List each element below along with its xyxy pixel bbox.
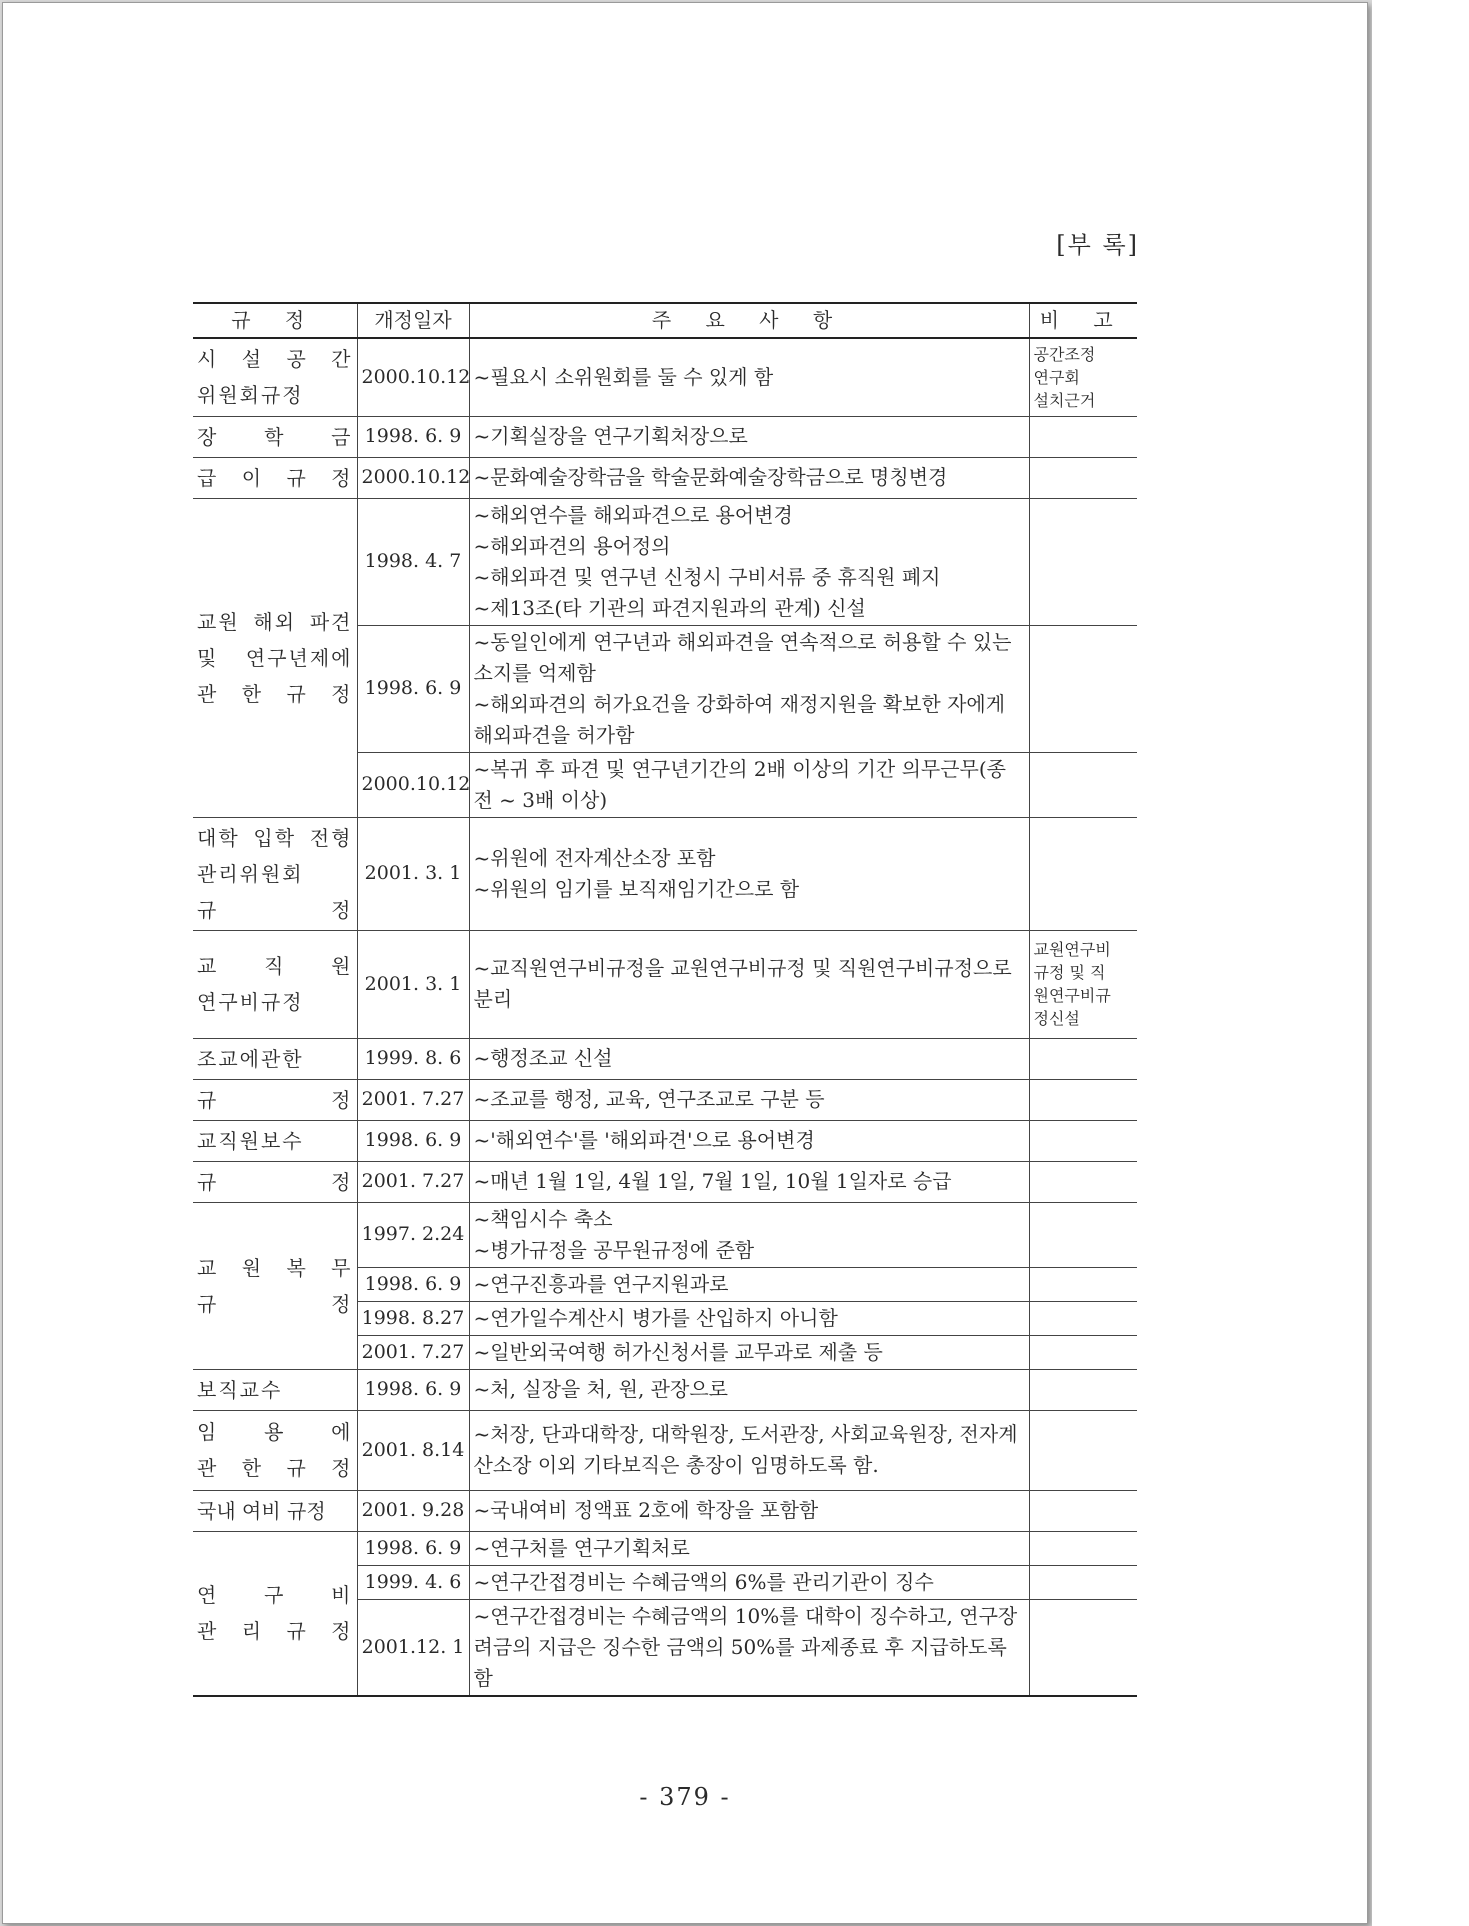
revision-content: ~일반외국여행 허가신청서를 교무과로 제출 등: [469, 1335, 1029, 1369]
remark: [1029, 416, 1137, 457]
revision-content: ~조교를 행정, 교육, 연구조교로 구분 등: [469, 1079, 1029, 1120]
revision-date: 1997. 2.24: [357, 1202, 469, 1267]
table-row: [193, 1369, 1137, 1410]
remark: [1029, 1079, 1137, 1120]
revision-content: ~동일인에게 연구년과 해외파견을 연속적으로 허용할 수 있는 소지를 억제함 ~해외파견의 허가요건을 강화하여 재정지원을 확보한 자에게 해외파견을 허가함: [469, 625, 1029, 752]
regulation-name: 규 정: [193, 1161, 357, 1202]
revision-content: ~국내여비 정액표 2호에 학장을 포함함: [469, 1490, 1029, 1531]
remark: [1029, 1599, 1137, 1696]
table-row: [193, 1490, 1137, 1531]
document-page: [2, 2, 1368, 1924]
revision-content: ~처, 실장을 처, 원, 관장으로: [469, 1369, 1029, 1410]
revision-content: ~매년 1월 1일, 4월 1일, 7월 1일, 10월 1일자로 승급: [469, 1161, 1029, 1202]
revision-content: ~교직원연구비규정을 교원연구비규정 및 직원연구비규정으로 분리: [469, 930, 1029, 1038]
remark: [1029, 1531, 1137, 1565]
page-number: - 379 -: [639, 1783, 731, 1811]
regulation-table: [193, 302, 1137, 1697]
viewer-margin: [1372, 0, 1469, 1926]
remark: [1029, 1038, 1137, 1079]
table-row: [193, 1410, 1137, 1490]
revision-content: ~연구진흥과를 연구지원과로: [469, 1267, 1029, 1301]
revision-date: 1999. 8. 6: [357, 1038, 469, 1079]
regulation-name: 교 직 원 연구비규정: [193, 930, 357, 1038]
header-regulation: 규 정: [193, 303, 357, 338]
remark: 공간조정 연구회 설치근거: [1029, 338, 1137, 416]
revision-content: ~연구간접경비는 수혜금액의 10%를 대학이 징수하고, 연구장려금의 지급은 징수한 금액의 50%를 과제종료 후 지급하도록 함: [469, 1599, 1029, 1696]
remark: [1029, 457, 1137, 498]
header-content: 주 요 사 항: [469, 303, 1029, 338]
regulation-name: 임 용 에 관 한 규 정: [193, 1410, 357, 1490]
regulation-name: 교직원보수: [193, 1120, 357, 1161]
table-row: [193, 930, 1137, 1038]
regulation-name: 보직교수: [193, 1369, 357, 1410]
revision-date: 1998. 6. 9: [357, 625, 469, 752]
revision-content: ~해외연수를 해외파견으로 용어변경 ~해외파견의 용어정의 ~해외파견 및 연구년 신청시 구비서류 중 휴직원 폐지 ~제13조(타 기관의 파견지원과의 관계) 신설: [469, 498, 1029, 625]
remark: [1029, 1565, 1137, 1599]
remark: [1029, 1490, 1137, 1531]
revision-date: 1998. 6. 9: [357, 1531, 469, 1565]
remark: [1029, 1202, 1137, 1267]
remark: [1029, 1161, 1137, 1202]
table-header-row: [193, 303, 1137, 338]
revision-content: ~책임시수 축소 ~병가규정을 공무원규정에 준함: [469, 1202, 1029, 1267]
revision-date: 1999. 4. 6: [357, 1565, 469, 1599]
remark: [1029, 498, 1137, 625]
header-note: 비 고: [1029, 303, 1137, 338]
revision-content: ~'해외연수'를 '해외파견'으로 용어변경: [469, 1120, 1029, 1161]
revision-content: ~복귀 후 파견 및 연구년기간의 2배 이상의 기간 의무근무(종전 ~ 3배 이상): [469, 752, 1029, 817]
revision-content: ~처장, 단과대학장, 대학원장, 도서관장, 사회교육원장, 전자계산소장 이외 기타보직은 총장이 임명하도록 함.: [469, 1410, 1029, 1490]
revision-date: 1998. 8.27: [357, 1301, 469, 1335]
remark: [1029, 625, 1137, 752]
regulation-name: 대학 입학 전형 관리위원회 규 정: [193, 817, 357, 930]
regulation-name: 장 학 금: [193, 416, 357, 457]
revision-date: 2001. 9.28: [357, 1490, 469, 1531]
revision-date: 1998. 6. 9: [357, 1369, 469, 1410]
revision-date: 2001. 7.27: [357, 1335, 469, 1369]
regulation-name: 국내 여비 규정: [193, 1490, 357, 1531]
regulation-name: 교원 해외 파견 및 연구년제에 관 한 규 정: [193, 498, 357, 817]
remark: [1029, 1120, 1137, 1161]
revision-content: ~필요시 소위원회를 둘 수 있게 함: [469, 338, 1029, 416]
revision-content: ~위원에 전자계산소장 포함 ~위원의 임기를 보직재임기간으로 함: [469, 817, 1029, 930]
regulation-name: 시 설 공 간 위원회규정: [193, 338, 357, 416]
regulation-name: 연 구 비 관 리 규 정: [193, 1531, 357, 1696]
revision-date: 1998. 6. 9: [357, 1120, 469, 1161]
revision-date: 1998. 6. 9: [357, 1267, 469, 1301]
table-row: [193, 1202, 1137, 1267]
revision-date: 2000.10.12: [357, 338, 469, 416]
revision-content: ~연구간접경비는 수혜금액의 6%를 관리기관이 징수: [469, 1565, 1029, 1599]
remark: [1029, 1410, 1137, 1490]
remark: [1029, 1267, 1137, 1301]
table-row: [193, 338, 1137, 416]
regulation-name: 조교에관한: [193, 1038, 357, 1079]
revision-date: 2001. 8.14: [357, 1410, 469, 1490]
table-row: [193, 1120, 1137, 1161]
remark: [1029, 1369, 1137, 1410]
regulation-name: 규 정: [193, 1079, 357, 1120]
regulation-name: 급 이 규 정: [193, 457, 357, 498]
revision-date: 2001. 3. 1: [357, 817, 469, 930]
regulation-name: 교 원 복 무 규 정: [193, 1202, 357, 1369]
page-header: [부 록]: [1056, 231, 1139, 259]
revision-content: ~기획실장을 연구기획처장으로: [469, 416, 1029, 457]
table-row: [193, 416, 1137, 457]
revision-date: 2001. 7.27: [357, 1079, 469, 1120]
table-row: [193, 1531, 1137, 1565]
table-row: [193, 1161, 1137, 1202]
revision-date: 2000.10.12: [357, 457, 469, 498]
table-row: [193, 1038, 1137, 1079]
revision-content: ~연가일수계산시 병가를 산입하지 아니함: [469, 1301, 1029, 1335]
remark: [1029, 1301, 1137, 1335]
revision-date: 2001. 3. 1: [357, 930, 469, 1038]
revision-date: 2000.10.12: [357, 752, 469, 817]
table-row: [193, 498, 1137, 625]
table-row: [193, 457, 1137, 498]
revision-content: ~문화예술장학금을 학술문화예술장학금으로 명칭변경: [469, 457, 1029, 498]
remark: [1029, 1335, 1137, 1369]
revision-date: 2001.12. 1: [357, 1599, 469, 1696]
revision-content: ~연구처를 연구기획처로: [469, 1531, 1029, 1565]
table-row: [193, 1079, 1137, 1120]
remark: [1029, 752, 1137, 817]
revision-date: 2001. 7.27: [357, 1161, 469, 1202]
revision-date: 1998. 6. 9: [357, 416, 469, 457]
remark: 교원연구비 규정 및 직 원연구비규 정신설: [1029, 930, 1137, 1038]
table-row: [193, 817, 1137, 930]
revision-content: ~행정조교 신설: [469, 1038, 1029, 1079]
remark: [1029, 817, 1137, 930]
revision-date: 1998. 4. 7: [357, 498, 469, 625]
header-date: 개정일자: [357, 303, 469, 338]
